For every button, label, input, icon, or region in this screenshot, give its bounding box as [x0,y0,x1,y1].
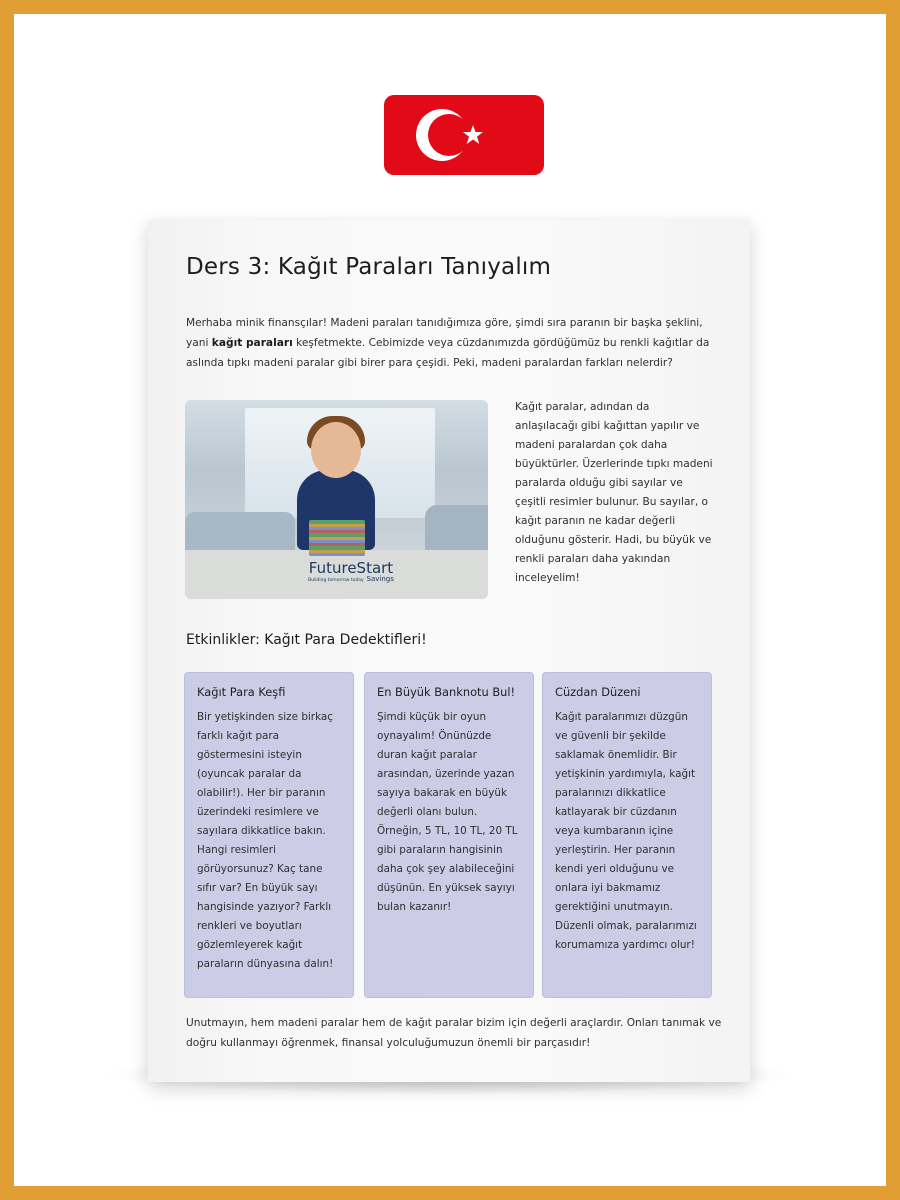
activity-card-title: Cüzdan Düzeni [555,685,641,699]
activity-card-title: Kağıt Para Keşfi [197,685,286,699]
intro-bold: kağıt paraları [211,337,293,349]
activity-card-3 [542,672,712,998]
brand-sub: Savings [366,575,394,583]
photo-money-stack [309,520,365,556]
brand-name: FutureStart [308,559,394,577]
photo-child-head [311,422,361,478]
futurestart-logo [281,560,421,584]
activity-card-2 [364,672,534,998]
activity-card-title: En Büyük Banknotu Bul! [377,685,516,699]
child-with-money-photo [185,400,488,599]
brand-tagline-text: Building tomorrow today [308,578,364,583]
intro-text-1: Merhaba minik finansçılar! Madeni paraları tanıdığımıza göre, şimdi sıra paranın bir başka şeklini, yani [186,317,703,349]
intro-paragraph [186,313,726,373]
closing-paragraph: Unutmayın, hem madeni paralar hem de kağıt paralar bizim için değerli araçlardır. Onları tanımak ve doğru kullanmayı öğrenmek, finansal yolculuğumuzun önemli bir parçasıdır! [186,1017,722,1049]
activity-card-body: Bir yetişkinden size birkaç farklı kağıt para göstermesini isteyin (oyuncak paralar da olabilir!). Her bir paranın üzerindeki resimlere ve sayılara dikkatlice bakın. Hangi resimleri görüyorsunuz? Kaç tane sıfır var? En büyük sayı hangisinde yazıyor? Farklı renkleri ve boyutları gözlemleyerek kağıt paraların dünyasına dalın! [197,711,334,970]
activities-title: Etkinlikler: Kağıt Para Dedektifleri! [186,632,427,648]
lesson-title: Ders 3: Kağıt Paraları Tanıyalım [186,254,552,280]
photo-sofa-right [425,505,488,555]
worksheet-page [148,220,750,1082]
intro-text-2: keşfetmekte. Cebimizde veya cüzdanımızda gördüğümüz bu renkli kağıtlar da aslında tıpkı madeni paralar gibi birer para çeşidi. Peki, madeni paralardan farkları nelerdir? [186,337,710,369]
turkey-flag-icon [384,95,544,175]
side-paragraph: Kağıt paralar, adından da anlaşılacağı gibi kağıttan yapılır ve madeni paralardan çok daha büyüktürler. Üzerlerinde tıpkı madeni paralarda olduğu gibi sayılar ve çeşitli resimler bulunur. Bu sayılar, o kağıt paranın ne kadar değerli olduğunu gösterir. Hadi, bu büyük ve renkli paraları daha yakından inceleyelim! [515,401,713,584]
brand-tagline [281,576,421,584]
photo-sofa-left [185,512,295,552]
crescent-star-icon [384,95,544,175]
activity-card-body: Kağıt paralarımızı düzgün ve güvenli bir şekilde saklamak önemlidir. Bir yetişkinin yardımıyla, kağıt paralarınızı dikkatlice katlayarak bir cüzdanın veya kumbaranın içine yerleştirin. Her paranın kendi yeri olduğunu ve onlara iyi bakmamız gerektiğini unutmayın. Düzenli olmak, paralarımızı korumamıza yardımcı olur! [555,711,697,951]
activity-card-1 [184,672,354,998]
activity-card-body: Şimdi küçük bir oyun oynayalım! Önünüzde duran kağıt paralar arasından, üzerinde yazan sayıya bakarak en büyük değerli olanı bulun. Örneğin, 5 TL, 10 TL, 20 TL gibi paraların hangisinin daha çok şey alabileceğini düşünün. En yüksek sayıyı bulan kazanır! [377,711,518,913]
